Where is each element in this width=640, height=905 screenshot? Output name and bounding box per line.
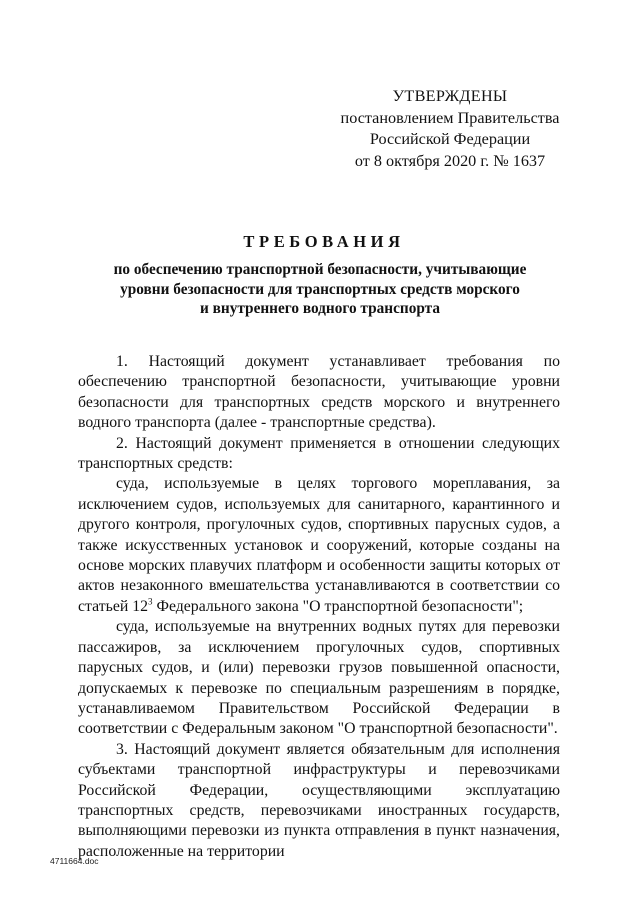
paragraph-3 bbox=[78, 474, 560, 617]
paragraph-3-text: суда, используемые в целях торгового мореплавания, за исключением судов, используемых для санитарного, карантинного и другого контроля, прогулочных судов, спортивных парусных судов, а также искусственных установок и сооружений, которые созданы на основе морских плавучих платформ и особенности защиты которых от актов незаконного вмешательства устанавливаются в соответствии со статьей 12 bbox=[78, 475, 560, 615]
subtitle-line-3: и внутреннего водного транспорта bbox=[200, 300, 440, 317]
document-subtitle bbox=[100, 260, 540, 319]
approval-line-date-number: от 8 октября 2020 г. № 1637 bbox=[354, 151, 546, 170]
document-title: ТРЕБОВАНИЯ bbox=[243, 232, 405, 251]
file-name-footer: 4711664.doc bbox=[50, 856, 99, 866]
approval-stamp bbox=[330, 86, 570, 172]
approval-line-decree: постановлением Правительства bbox=[340, 108, 560, 127]
paragraph-3-tail: Федерального закона "О транспортной безопасности"; bbox=[152, 597, 524, 615]
paragraph-5: 3. Настоящий документ является обязательным для исполнения субъектами транспортной инфраструктуры и перевозчиками Российской Федерации, осуществляющими эксплуатацию транспортных средств, перевозчиками иностранных государств, выполняющими перевозки из пункта отправления в пункт назначения, расположенные на территории bbox=[78, 740, 560, 860]
paragraph-4: суда, используемые на внутренних водных путях для перевозки пассажиров, за исключением прогулочных судов, спортивных парусных судов, и (или) перевозки грузов повышенной опасности, допускаемых к перевозке по специальным разрешениям в порядке, устанавливаемом Правительством Российской Федерации в соответствии с Федеральным законом "О транспортной безопасности". bbox=[78, 618, 560, 738]
subtitle-line-1: по обеспечению транспортной безопасности, учитывающие bbox=[113, 261, 527, 278]
approval-line-government: Российской Федерации bbox=[369, 130, 531, 148]
paragraph-2: 2. Настоящий документ применяется в отношении следующих транспортных средств: bbox=[78, 434, 560, 473]
document-body bbox=[78, 352, 560, 862]
subtitle-line-2: уровни безопасности для транспортных средств морского bbox=[120, 280, 520, 298]
approval-heading: УТВЕРЖДЕНЫ bbox=[392, 87, 508, 105]
article-superscript: 3 bbox=[148, 596, 153, 607]
paragraph-1: 1. Настоящий документ устанавливает требования по обеспечению транспортной безопасности, учитывающие уровни безопасности для транспортных средств морского и внутреннего водного транспорта (далее - транспортные средства). bbox=[78, 353, 560, 432]
